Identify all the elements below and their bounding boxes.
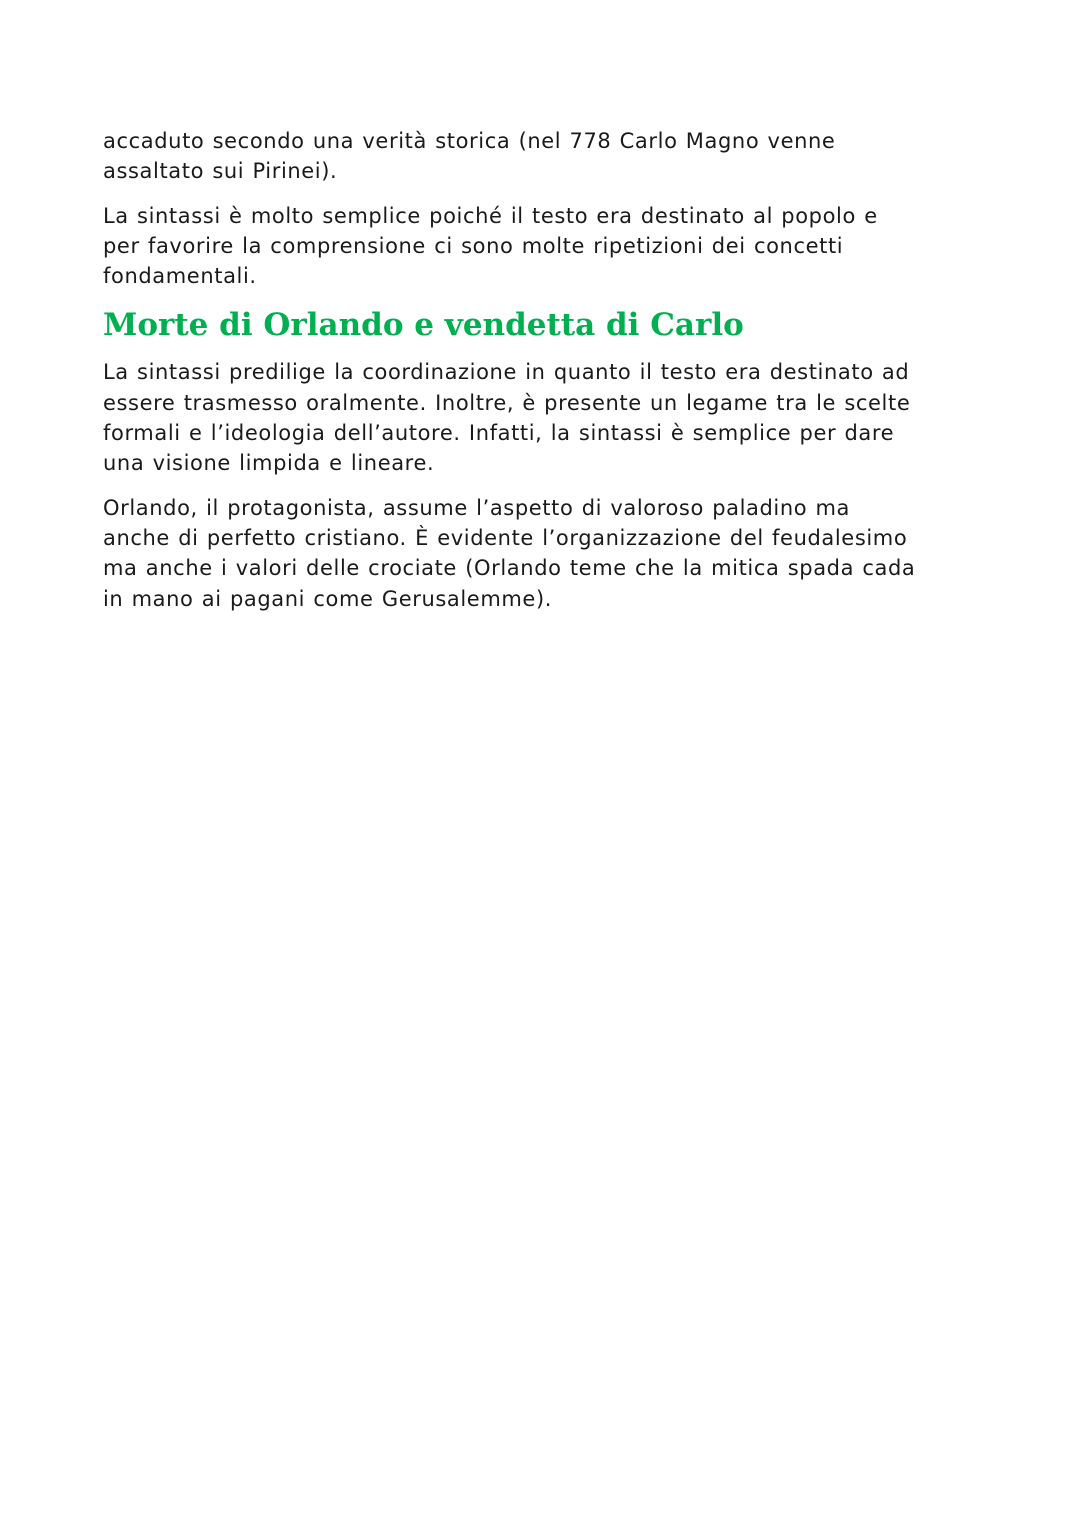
section-heading: Morte di Orlando e vendetta di Carlo bbox=[103, 307, 744, 344]
document-page bbox=[103, 126, 983, 628]
text-line: assaltato sui Pirinei). bbox=[103, 159, 338, 184]
text-line: accaduto secondo una verità storica (nel 778 Carlo Magno venne bbox=[103, 129, 836, 153]
text-line: essere trasmesso oralmente. Inoltre, è presente un legame tra le scelte bbox=[103, 390, 911, 415]
paragraph-coordination bbox=[103, 357, 983, 478]
text-line: ma anche i valori delle crociate (Orlando teme che la mitica spada cada bbox=[103, 556, 916, 581]
paragraph-orlando-protagonist bbox=[103, 493, 983, 614]
text-line: fondamentali. bbox=[103, 264, 257, 289]
text-line: anche di perfetto cristiano. È evidente l’organizzazione del feudalesimo bbox=[103, 525, 908, 550]
text-line: una visione limpida e lineare. bbox=[103, 451, 435, 476]
text-line: per favorire la comprensione ci sono molte ripetizioni dei concetti bbox=[103, 233, 844, 258]
paragraph-historical-truth bbox=[103, 126, 983, 187]
text-line: formali e l’ideologia dell’autore. Infatti, la sintassi è semplice per dare bbox=[103, 421, 895, 446]
text-line: La sintassi predilige la coordinazione in quanto il testo era destinato ad bbox=[103, 360, 910, 385]
text-line: in mano ai pagani come Gerusalemme). bbox=[103, 586, 553, 611]
text-line: Orlando, il protagonista, assume l’aspetto di valoroso paladino ma bbox=[103, 495, 851, 520]
text-line: La sintassi è molto semplice poiché il testo era destinato al popolo e bbox=[103, 203, 878, 228]
paragraph-simple-syntax bbox=[103, 201, 983, 292]
